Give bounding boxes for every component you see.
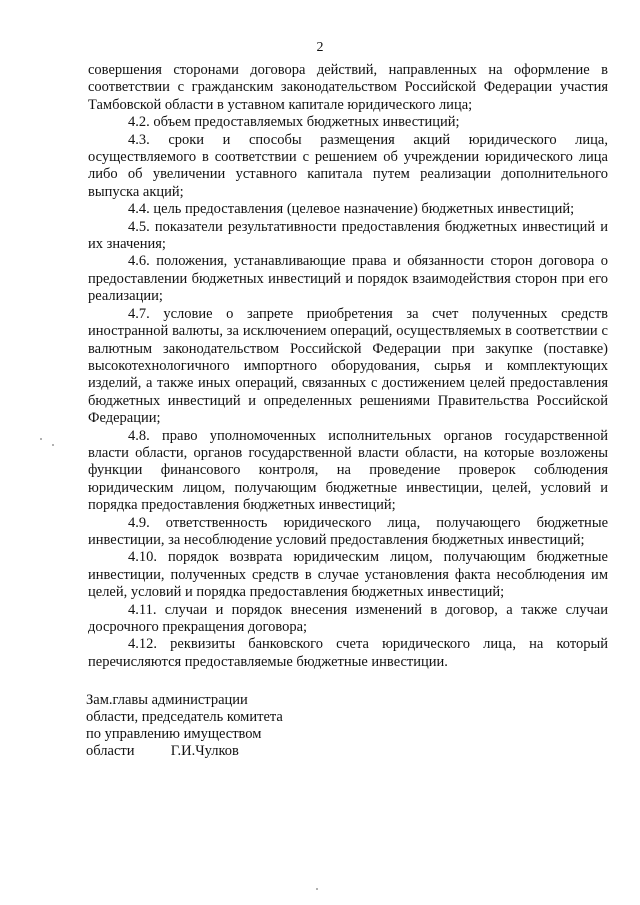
signature-position-line-2: области, председатель комитета bbox=[86, 709, 283, 725]
scan-speck bbox=[52, 444, 54, 446]
clause-4-2: 4.2. объем предоставляемых бюджетных инвестиций; bbox=[128, 114, 460, 131]
clause-4-4: 4.4. цель предоставления (целевое назначение) бюджетных инвестиций; bbox=[128, 201, 575, 218]
signature-position-line-3: по управлению имуществом bbox=[86, 726, 262, 742]
paragraph-continuation: совершения сторонами договора действий, направленных на оформление в соответствии с гражданским законодательством Российской Федерации участия Тамбовской области в уставном капитале юридического лица; bbox=[88, 62, 608, 113]
clause-4-10: 4.10. порядок возврата юридическим лицом, получающим бюджетные инвестиции, полученных средств в случае установления факта несоблюдения им целей, условий и порядка предоставления бюджетных инвестиций; bbox=[88, 549, 608, 601]
clause-4-3: 4.3. сроки и способы размещения акций юридического лица, осуществляемого в соответствии с решением об учреждении юридического лица либо об увеличении уставного капитала путем реализации дополнительного выпуска акций; bbox=[88, 131, 608, 200]
clause-4-12: 4.12. реквизиты банковского счета юридического лица, на который перечисляются предоставляемые бюджетные инвестиции. bbox=[88, 636, 608, 670]
clause-4-11: 4.11. случаи и порядок внесения изменений в договор, а также случаи досрочного прекращения договора; bbox=[88, 601, 608, 635]
scan-speck bbox=[40, 438, 42, 440]
signature-name-line: области Г.И.Чулков bbox=[86, 743, 239, 759]
signature-block bbox=[86, 692, 283, 760]
clause-4-6: 4.6. положения, устанавливающие права и обязанности сторон договора о предоставлении бюджетных инвестиций и порядок взаимодействия сторон при его реализации; bbox=[88, 253, 608, 305]
clause-4-8: 4.8. право уполномоченных исполнительных органов государственной власти области, органов государственной власти области, на которые возложены функции финансового контроля, на проведение проверок соблюдения юридическим лицом, получающим бюджетные инвестиции, целей, условий и порядка предоставления бюджетных инвестиций; bbox=[88, 427, 608, 514]
page-number: 2 bbox=[316, 40, 324, 55]
document-body bbox=[88, 62, 608, 671]
clause-4-7: 4.7. условие о запрете приобретения за счет полученных средств иностранной валюты, за исключением операций, осуществляемых в соответствии с валютным законодательством Российской Федерации при закупке (поставке) высокотехнологичного импортного оборудования, сырья и комплектующих изделий, а также иных операций, связанных с достижением целей предоставления бюджетных инвестиций и определенных решениями Правительства Российской Федерации; bbox=[88, 305, 608, 427]
scan-speck bbox=[316, 888, 318, 890]
clause-4-5: 4.5. показатели результативности предоставления бюджетных инвестиций и их значения; bbox=[88, 218, 608, 253]
signature-position-line-1: Зам.главы администрации bbox=[86, 692, 248, 708]
clause-4-9: 4.9. ответственность юридического лица, получающего бюджетные инвестиции, за несоблюдение условий предоставления бюджетных инвестиций; bbox=[88, 514, 608, 548]
